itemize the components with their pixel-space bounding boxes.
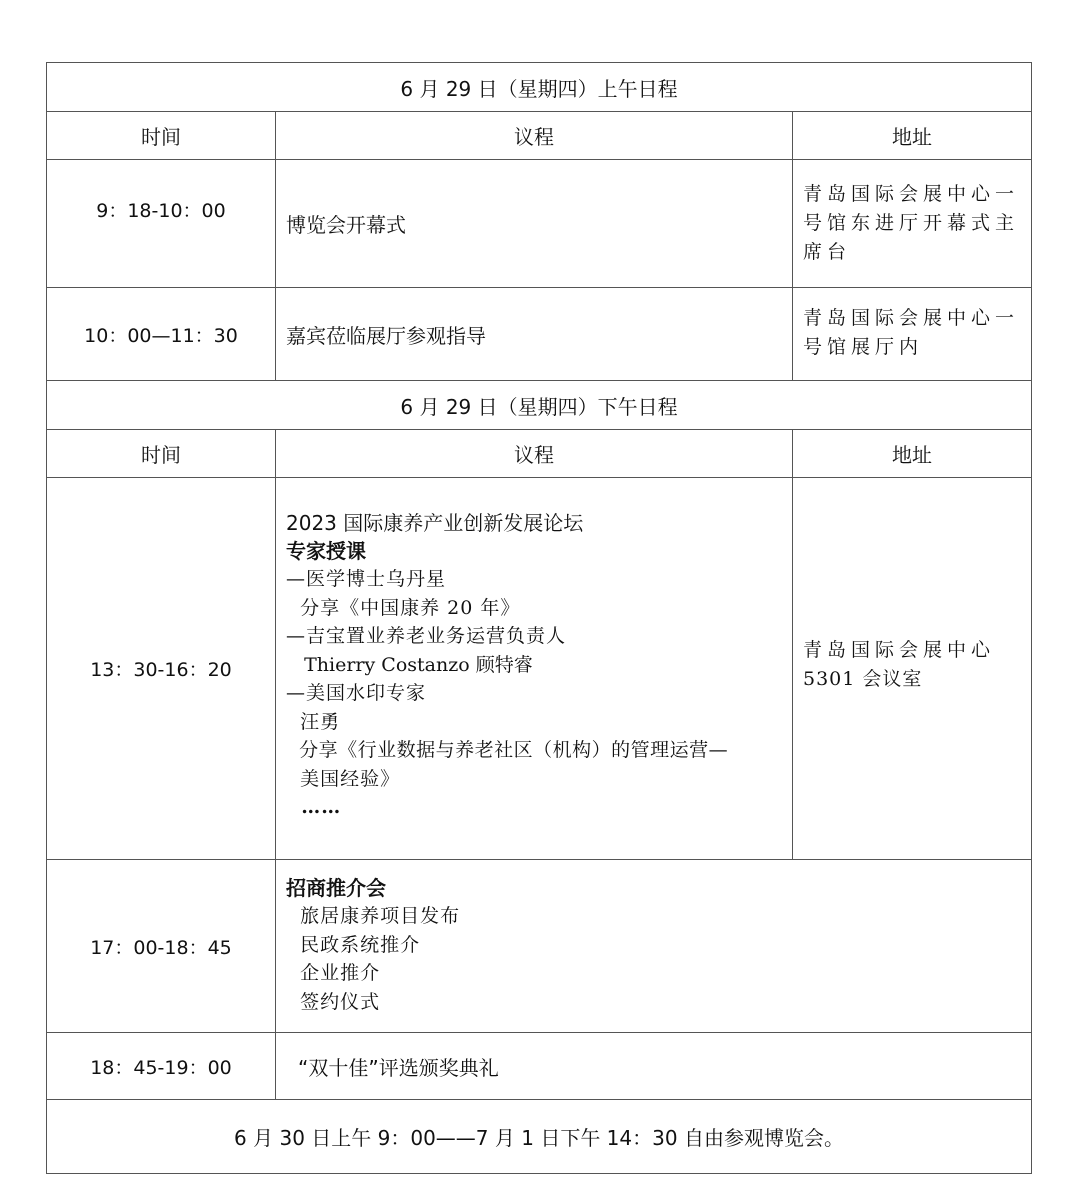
row-agenda: 博览会开幕式 [276,160,793,288]
forum-line: —美国水印专家 [286,682,427,705]
row-time: 9：18-10：00 [47,160,276,288]
promotion-line: 民政系统推介 [286,933,421,956]
forum-line: Thierry Costanzo 顾特睿 [286,653,533,676]
table-row [47,288,1032,381]
forum-line: 汪勇 [286,710,341,733]
forum-line: 分享《中国康养 20 年》 [286,596,521,619]
schedule-table [46,62,1032,1174]
row-agenda [276,860,1032,1033]
table-row [47,1100,1032,1174]
morning-schedule-title: 6 月 29 日（星期四）上午日程 [47,63,1032,112]
row-agenda [276,478,793,860]
column-header-time: 时间 [47,112,276,160]
row-time: 13：30-16：20 [47,478,276,860]
forum-title: 2023 国际康养产业创新发展论坛 [286,511,584,536]
row-location: 青岛国际会展中心一 号馆东进厅开幕式主 席台 [793,160,1032,288]
table-row [47,160,1032,288]
row-time: 18：45-19：00 [47,1033,276,1100]
row-time: 17：00-18：45 [47,860,276,1033]
promotion-line: 签约仪式 [286,990,381,1013]
award-title: “双十佳”评选颁奖典礼 [298,1055,499,1080]
table-row [47,1033,1032,1100]
column-header-agenda: 议程 [276,112,793,160]
row-agenda: 嘉宾莅临展厅参观指导 [276,288,793,381]
forum-line: —吉宝置业养老业务运营负责人 [286,625,567,648]
promotion-title: 招商推介会 [286,876,386,900]
promotion-line: 旅居康养项目发布 [286,905,461,927]
table-row [47,478,1032,860]
column-header-agenda: 议程 [276,430,793,478]
column-header-location: 地址 [793,112,1032,160]
column-header-location: 地址 [793,430,1032,478]
promotion-line: 企业推介 [286,962,381,984]
column-header-time: 时间 [47,430,276,478]
afternoon-schedule-title: 6 月 29 日（星期四）下午日程 [47,381,1032,430]
forum-line: 分享《行业数据与养老社区（机构）的管理运营— [286,739,729,762]
table-row [47,860,1032,1033]
row-location: 青岛国际会展中心 5301 会议室 [793,478,1032,860]
forum-line: —医学博士乌丹星 [286,568,447,591]
row-time: 10：00—11：30 [47,288,276,381]
row-location: 青岛国际会展中心一 号馆展厅内 [793,288,1032,381]
row-agenda [276,1033,1032,1100]
forum-line: …… [286,796,342,819]
footer-note: 6 月 30 日上午 9：00——7 月 1 日下午 14：30 自由参观博览会。 [47,1100,1032,1174]
forum-subtitle: 专家授课 [286,539,366,564]
forum-line: 美国经验》 [286,767,401,790]
